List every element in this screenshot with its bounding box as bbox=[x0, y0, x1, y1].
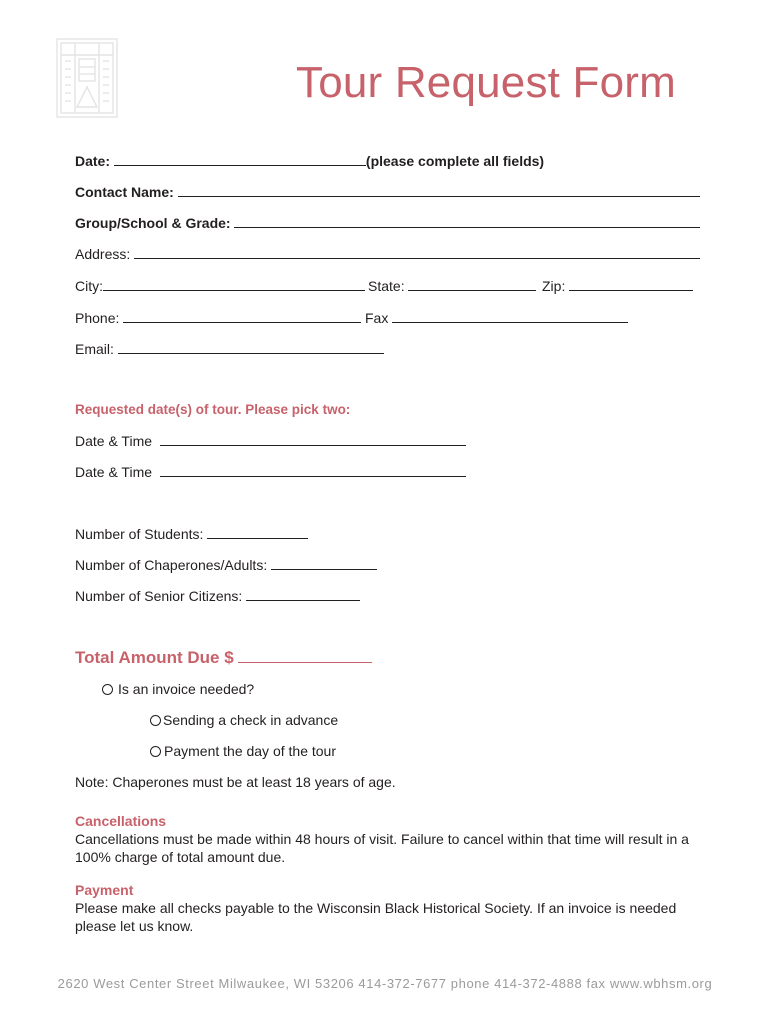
students-row bbox=[75, 525, 308, 543]
students-label: Number of Students: bbox=[75, 526, 204, 542]
cancellations-heading: Cancellations bbox=[75, 813, 167, 829]
state-field[interactable] bbox=[408, 277, 536, 291]
footer-address: 2620 West Center Street Milwaukee, WI 53206 414-372-7677 phone 414-372-4888 fax www.wbhsm.org bbox=[57, 976, 713, 991]
day-of-radio-icon[interactable] bbox=[150, 746, 161, 757]
contact-name-row bbox=[75, 183, 700, 201]
fax-label: Fax bbox=[365, 310, 389, 326]
check-option[interactable] bbox=[150, 711, 338, 729]
date-row bbox=[75, 152, 544, 170]
chaperones-field[interactable] bbox=[271, 556, 377, 570]
city-field[interactable] bbox=[103, 277, 365, 291]
city-row bbox=[75, 277, 365, 295]
chaperones-row bbox=[75, 556, 377, 574]
seniors-label: Number of Senior Citizens: bbox=[75, 588, 243, 604]
date-time-field-2[interactable] bbox=[160, 463, 466, 477]
state-row bbox=[368, 277, 536, 295]
email-field[interactable] bbox=[118, 340, 384, 354]
invoice-option[interactable] bbox=[102, 680, 254, 698]
day-of-label: Payment the day of the tour bbox=[164, 743, 336, 759]
cancellations-text: Cancellations must be made within 48 hours of visit. Failure to cancel within that time will result in a 100% charge of total amount due. bbox=[75, 831, 689, 865]
chaperone-note: Note: Chaperones must be at least 18 years of age. bbox=[75, 774, 396, 790]
day-of-option[interactable] bbox=[150, 742, 336, 760]
fax-row bbox=[365, 309, 628, 327]
invoice-label: Is an invoice needed? bbox=[118, 681, 255, 697]
group-row bbox=[75, 214, 700, 232]
fax-field[interactable] bbox=[392, 309, 628, 323]
phone-row bbox=[75, 309, 361, 327]
date-time-label-1: Date & Time bbox=[75, 433, 153, 449]
date-time-field-1[interactable] bbox=[160, 432, 466, 446]
phone-field[interactable] bbox=[123, 309, 361, 323]
page-title: Tour Request Form bbox=[296, 58, 676, 107]
contact-name-field[interactable] bbox=[178, 183, 700, 197]
zip-field[interactable] bbox=[569, 277, 693, 291]
payment-heading: Payment bbox=[75, 882, 134, 898]
seniors-row bbox=[75, 587, 360, 605]
total-field[interactable] bbox=[238, 647, 372, 663]
seniors-field[interactable] bbox=[246, 587, 360, 601]
email-label: Email: bbox=[75, 341, 114, 357]
invoice-radio-icon[interactable] bbox=[102, 684, 113, 695]
date-time-row-2 bbox=[75, 463, 466, 481]
check-label: Sending a check in advance bbox=[163, 712, 339, 728]
requested-dates-heading: Requested date(s) of tour. Please pick two: bbox=[75, 402, 351, 417]
payment-text: Please make all checks payable to the Wisconsin Black Historical Society. If an invoice is needed please let us know. bbox=[75, 900, 677, 934]
city-label: City: bbox=[75, 278, 103, 294]
total-label: Total Amount Due $ bbox=[75, 648, 234, 667]
students-field[interactable] bbox=[207, 525, 308, 539]
group-label: Group/School & Grade: bbox=[75, 215, 231, 231]
zip-label: Zip: bbox=[542, 278, 566, 294]
date-field[interactable] bbox=[114, 152, 366, 166]
check-radio-icon[interactable] bbox=[150, 715, 161, 726]
total-row bbox=[75, 647, 372, 667]
date-time-label-2: Date & Time bbox=[75, 464, 153, 480]
address-label: Address: bbox=[75, 246, 131, 262]
email-row bbox=[75, 340, 384, 358]
address-field[interactable] bbox=[134, 245, 700, 259]
chaperones-label: Number of Chaperones/Adults: bbox=[75, 557, 268, 573]
contact-name-label: Contact Name: bbox=[75, 184, 174, 200]
date-note: (please complete all fields) bbox=[365, 153, 545, 169]
group-field[interactable] bbox=[234, 214, 700, 228]
date-time-row-1 bbox=[75, 432, 466, 450]
address-row bbox=[75, 245, 700, 263]
date-label: Date: bbox=[75, 153, 111, 169]
society-logo bbox=[55, 37, 119, 119]
zip-row bbox=[542, 277, 693, 295]
state-label: State: bbox=[368, 278, 405, 294]
building-logo-icon bbox=[55, 37, 119, 119]
phone-label: Phone: bbox=[75, 310, 120, 326]
